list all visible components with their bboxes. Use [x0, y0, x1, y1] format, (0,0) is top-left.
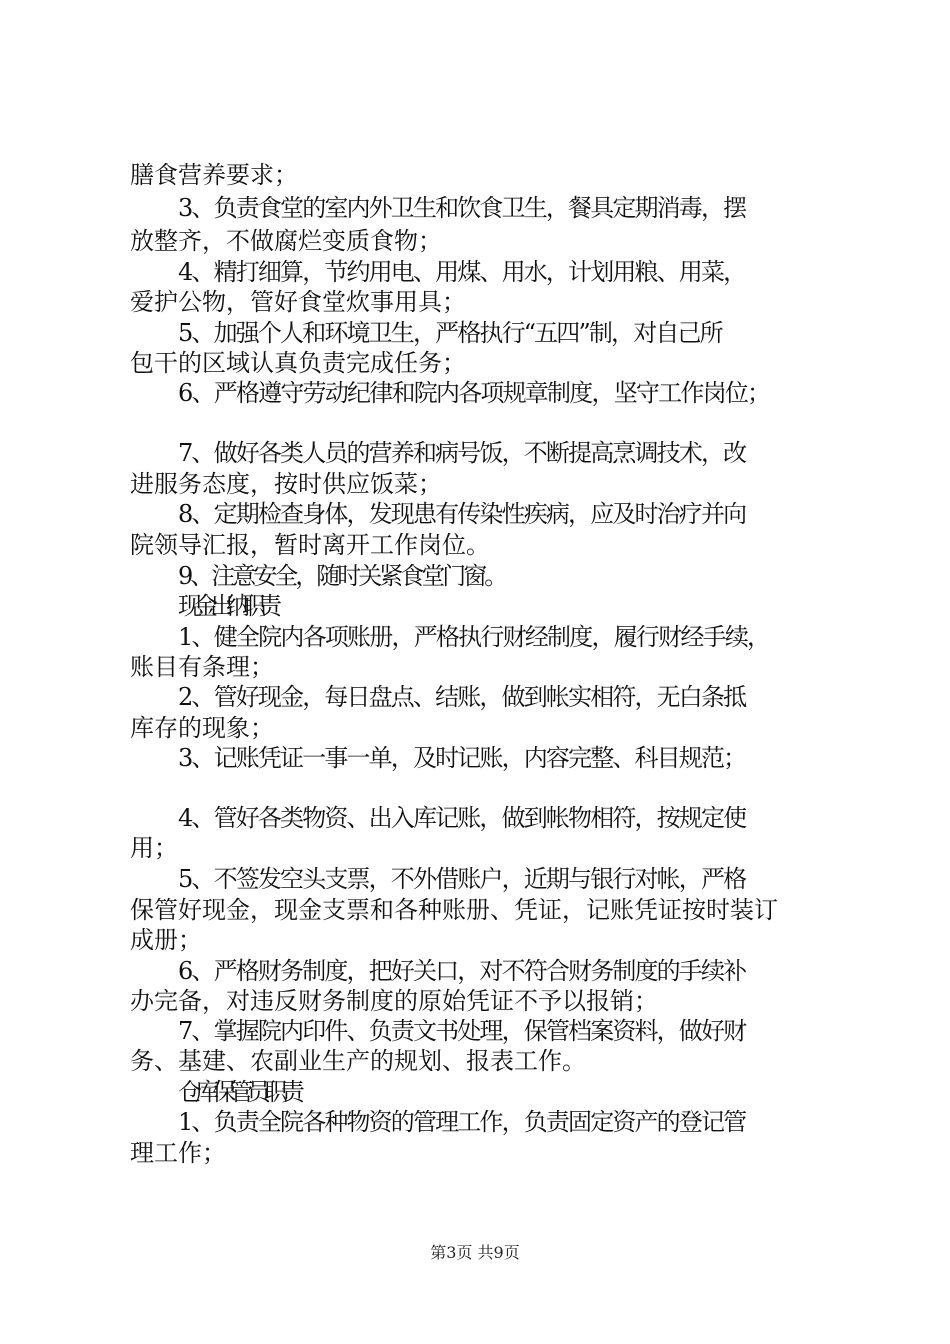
text-line: 7、掌握院内印件、负责文书处理，保管档案资料，做好财 — [178, 1017, 746, 1045]
text-line: 进服务态度，按时供应饭菜； — [130, 470, 442, 498]
text-line: 2、管好现金，每日盘点、结账，做到帐实相符，无白条抵 — [178, 683, 746, 711]
text-line: 院领导汇报，暂时离开工作岗位。 — [130, 531, 490, 559]
page-footer: 第3页 共9页 — [430, 1243, 520, 1262]
text-line: 库存的现象； — [130, 714, 274, 742]
text-line: 用； — [130, 834, 178, 862]
text-line: 务、基建、农副业生产的规划、报表工作。 — [130, 1047, 586, 1075]
text-line: 3、记账凭证一事一单，及时记账，内容完整、科目规范； — [178, 744, 746, 772]
text-line: 1、负责全院各种物资的管理工作，负责固定资产的登记管 — [178, 1108, 746, 1136]
text-line: 8、定期检查身体，发现患有传染性疾病，应及时治疗并向 — [178, 500, 746, 528]
section-heading: 现金出纳职责 — [178, 592, 274, 620]
text-line: 放整齐，不做腐烂变质食物； — [130, 227, 442, 255]
text-line: 5、不签发空头支票，不外借账户，近期与银行对帐，严格 — [178, 865, 746, 893]
text-line: 账目有条理； — [130, 653, 274, 681]
text-line: 办完备，对违反财务制度的原始凭证不予以报销； — [130, 987, 658, 1015]
text-line: 成册； — [130, 926, 202, 954]
text-line: 5、加强个人和环境卫生，严格执行“五四”制，对自己所 — [178, 319, 722, 347]
text-line: 4、精打细算，节约用电、用煤、用水，计划用粮、用菜， — [178, 258, 746, 286]
text-line: 6、严格遵守劳动纪律和院内各项规章制度，坚守工作岗位； — [178, 379, 770, 407]
section-heading: 仓库保管员职责 — [178, 1078, 298, 1106]
text-line: 1、健全院内各项账册，严格执行财经制度，履行财经手续， — [178, 623, 770, 651]
text-line: 9、注意安全，随时关紧食堂门窗。 — [178, 562, 506, 590]
text-line: 理工作； — [130, 1139, 226, 1167]
text-line: 爱护公物，管好食堂炊事用具； — [130, 288, 466, 316]
text-line: 3、负责食堂的室内外卫生和饮食卫生，餐具定期消毒，摆 — [178, 194, 746, 222]
text-line: 保管好现金，现金支票和各种账册、凭证，记账凭证按时装订 — [130, 896, 778, 924]
text-line: 包干的区域认真负责完成任务； — [130, 349, 466, 377]
text-line: 膳食营养要求； — [130, 161, 298, 189]
text-line: 6、严格财务制度，把好关口，对不符合财务制度的手续补 — [178, 957, 746, 985]
text-line: 7、做好各类人员的营养和病号饭，不断提高烹调技术，改 — [178, 439, 746, 467]
text-line: 4、管好各类物资、出入库记账，做到帐物相符，按规定使 — [178, 804, 746, 832]
